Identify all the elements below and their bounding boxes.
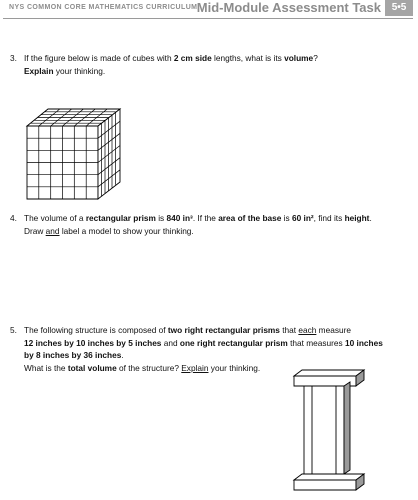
question-number: 3. [10, 53, 17, 63]
question-number: 5. [10, 325, 17, 335]
curriculum-label: NYS COMMON CORE MATHEMATICS CURRICULUM [9, 4, 198, 11]
cube-figure [24, 106, 130, 202]
assessment-title: Mid-Module Assessment Task [196, 0, 381, 15]
question-text: The volume of a rectangular prism is 840 in³. If the area of the base is 60 in², find its height. Draw and label a model to show your thinking. [24, 213, 372, 236]
question-number: 4. [10, 213, 17, 223]
page-header [3, 0, 413, 19]
question-text: The following structure is composed of two right rectangular prisms that each measure 12 inches by 10 inches by 5 inches and one right rectangular prism that measures 10 inches by 8 inches by 36 inches. What is the total volume of the structure? Explain your thinking. [24, 325, 383, 373]
question-text: If the figure below is made of cubes with 2 cm side lengths, what is its volume? Explain your thinking. [24, 53, 318, 76]
structure-figure [292, 368, 370, 496]
module-badge: 5•5 [385, 0, 413, 16]
